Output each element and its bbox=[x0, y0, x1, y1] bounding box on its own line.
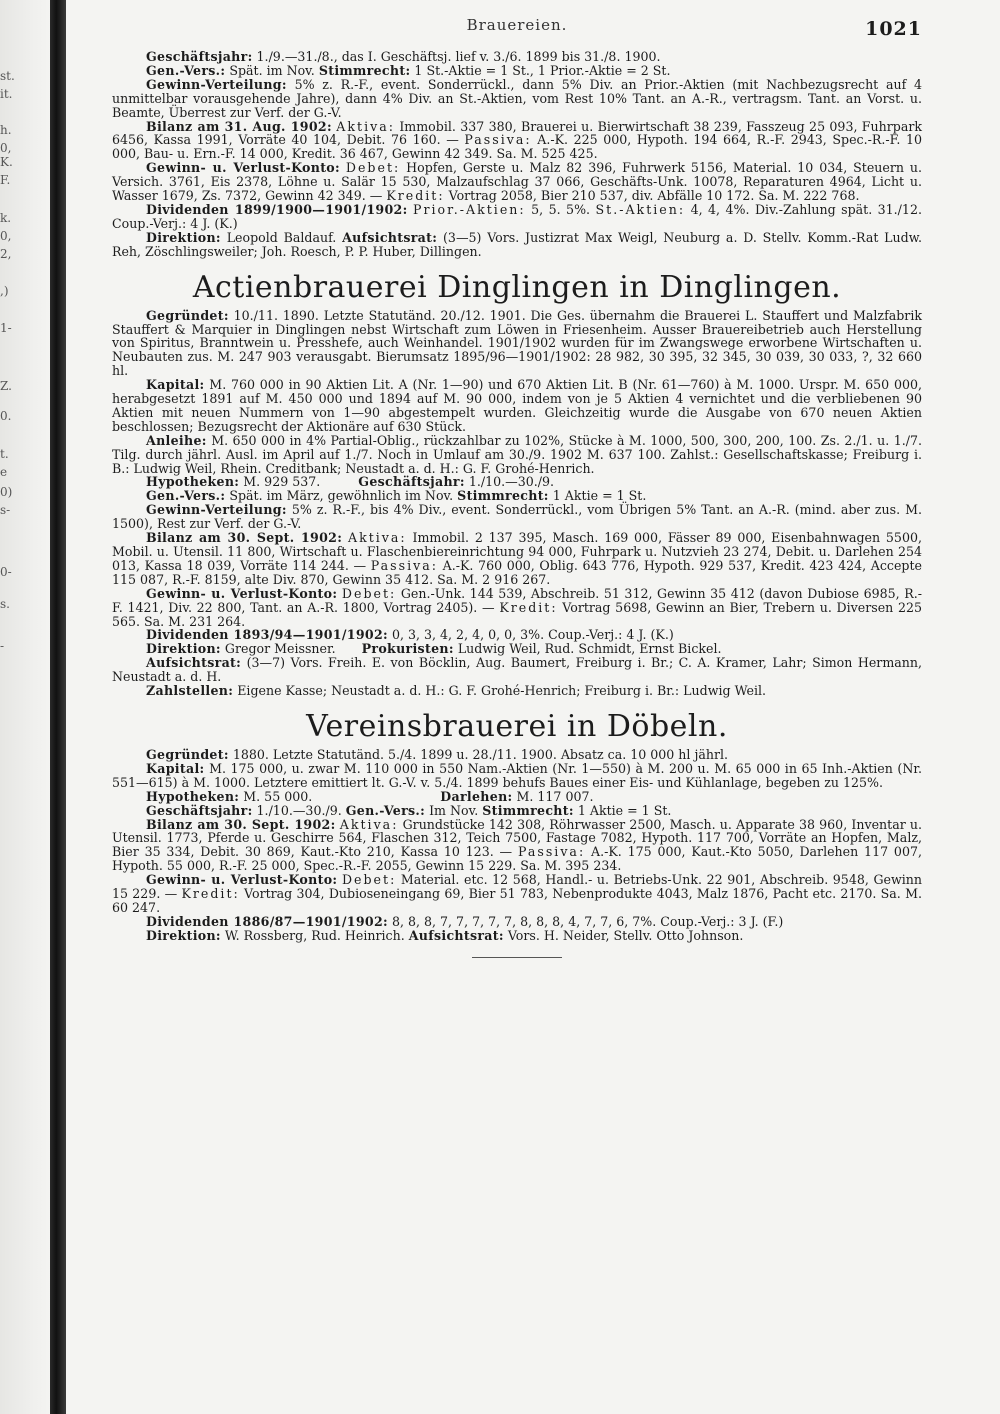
field-label: Geschäftsjahr: bbox=[146, 49, 253, 64]
field-text: W. Rossberg, Rud. Heinrich. bbox=[224, 927, 405, 943]
field-text: Grundstücke 142 308, Röhrwasser 2500, Masch. u. Apparate 38 960, Inventar u. Utensil. 1773, Pferde u. Geschirre 564, Flaschen 312, Teich 7500, Fastage 7082, Hypoth. 117 700, Vorräte an Hopfen, Malz, Bier 35 334, Debit. 30 869, Kaut.-Kto 210, Kassa 10 123. — bbox=[112, 816, 922, 860]
field-text: A.-K. 225 000, Hypoth. 194 664, R.-F. 2943, Spec.-R.-F. 10 000, Bau- u. Ern.-F. 14 000, Kredit. 36 467, Gewinn 42 349. Sa. M. 525 425. bbox=[112, 132, 922, 162]
field-label: Bilanz am 30. Sept. 1902: bbox=[146, 530, 343, 546]
margin-fragment: Z. bbox=[0, 379, 12, 393]
field-text: Vortrag 5698, Gewinn an Bier, Trebern u. Diversen 225 565. Sa. M. 231 264. bbox=[112, 599, 923, 629]
spaced-label: Debet: bbox=[341, 585, 397, 601]
margin-fragment: st. bbox=[0, 69, 15, 83]
field-text: 1./10.—30./9. bbox=[468, 474, 555, 490]
paragraph-gewinn-verteilung bbox=[112, 503, 922, 531]
margin-fragment: it. bbox=[0, 87, 13, 101]
margin-fragment: k. bbox=[0, 211, 12, 225]
field-text: 1 St.-Aktie = 1 St., 1 Prior.-Aktie = 2 St. bbox=[414, 62, 671, 78]
field-text: 1./9.—31./8., das I. Geschäftsj. lief v. 3./6. 1899 bis 31./8. 1900. bbox=[256, 49, 661, 64]
paragraph-dividenden bbox=[112, 628, 922, 642]
field-text: 10./11. 1890. Letzte Statutänd. 20./12. 1901. Die Ges. übernahm die Brauerei L. Stauffert und Malzfabrik Stauffert & Marquier in Dinglingen nebst Wirtschaft zum Löwen in Friesenheim. Ausser Brauereibetrieb auch Herstellung von Spiritus, Branntwein u. Presshefe, auch Weinhandel. 1901/1902 wurden für im Zwangswege erworbene Wirtschaften u. Neubauten zus. M. 247 903 verausgabt. Bierumsatz 1895/96—1901/1902: 28 982, 30 395, 32 345, 30 039, 30 033, ?, 32 660 hl. bbox=[112, 307, 922, 379]
field-text: M. 929 537. bbox=[243, 474, 321, 490]
page-number: 1021 bbox=[865, 18, 922, 40]
field-text: Vortrag 304, Dubioseneingang 69, Bier 51 783, Nebenprodukte 4043, Malz 1876, Pacht etc. 2170. Sa. M. 60 247. bbox=[112, 886, 922, 915]
spaced-label: Passiva: bbox=[370, 557, 439, 573]
paragraph-aufsichtsrat bbox=[112, 656, 922, 684]
field-label: Aufsichtsrat: bbox=[408, 927, 504, 943]
field-label: Stimmrecht: bbox=[482, 802, 574, 818]
margin-fragment: 1- bbox=[0, 321, 12, 335]
entry-previous-company bbox=[112, 50, 922, 259]
field-text: (3—5) Vors. Justizrat Max Weigl, Neuburg a. D. Stellv. Komm.-Rat Ludw. Reh, Zöschlingsweiler; Joh. Roesch, P. P. Huber, Dillingen. bbox=[112, 229, 922, 259]
field-label: Stimmrecht: bbox=[318, 62, 411, 78]
margin-fragment: t. bbox=[0, 447, 9, 461]
paragraph-direktion bbox=[112, 929, 922, 943]
field-text: 5, 5. 5%. bbox=[531, 201, 591, 217]
field-text: Material. etc. 12 568, Handl.- u. Betriebs-Unk. 22 901, Abschreib. 9548, Gewinn 15 229. — bbox=[112, 872, 922, 902]
paragraph-gewinn-verlust bbox=[112, 873, 922, 915]
field-text: 5% z. R.-F., bis 4% Div., event. Sonderrückl., vom Übrigen 5% Tant. an A.-R. (mind. aber zus. M. 1500), Rest zur Verf. der G.-V. bbox=[112, 502, 922, 532]
section-end-rule bbox=[472, 957, 562, 958]
spaced-label: Passiva: bbox=[517, 844, 586, 860]
field-label: Direktion: bbox=[146, 229, 221, 245]
field-label: Geschäftsjahr: bbox=[146, 802, 253, 818]
field-text: Vors. H. Neider, Stellv. Otto Johnson. bbox=[507, 927, 744, 943]
margin-fragment: 0- bbox=[0, 565, 12, 579]
margin-fragment: 0) bbox=[0, 485, 13, 499]
field-label: Hypotheken: bbox=[146, 474, 240, 490]
spaced-label: Kredit: bbox=[386, 188, 445, 204]
field-label: Dividenden 1893/94—1901/1902: bbox=[146, 627, 388, 643]
margin-fragment: ,) bbox=[0, 284, 9, 298]
field-label: Kapital: bbox=[146, 377, 205, 393]
field-text: 4, 4, 4%. Div.-Zahlung spät. 31./12. Coup.-Verj.: 4 J. (K.) bbox=[112, 201, 922, 231]
field-text: Hopfen, Gerste u. Malz 82 396, Fuhrwerk 5156, Material. 10 034, Steuern u. Versich. 3761, Eis 2378, Löhne u. Salär 15 530, Malzaufschlag 37 066, Geschäfts-Unk. 10078, Reparaturen 4964, Licht u. Wasser 1679, Zs. 7372, Gewinn 42 349. — bbox=[112, 160, 922, 204]
paragraph-dividenden bbox=[112, 203, 922, 231]
field-text: M. 117 007. bbox=[516, 788, 594, 804]
field-label: Gen.-Vers.: bbox=[146, 62, 226, 78]
field-text: Immobil. 2 137 395, Masch. 169 000, Fässer 89 000, Eisenbahnwagen 5500, Mobil. u. Utensil. 11 800, Wirtschaft u. Flaschenbiereinrichtung 94 000, Fuhrpark u. Nutzvieh 23 274, Debit. u. Darlehen 254 013, Kassa 18 039, Vorräte 114 244. — bbox=[112, 530, 922, 573]
field-label: Gen.-Vers.: bbox=[345, 802, 426, 818]
field-label: Geschäftsjahr: bbox=[358, 474, 465, 490]
field-text: A.-K. 760 000, Oblig. 643 776, Hypoth. 929 537, Kredit. 423 424, Accepte 115 087, R.-F. 8159, alte Div. 870, Gewinn 35 412. Sa. M. 2 916 267. bbox=[112, 557, 922, 587]
field-text: Gen.-Unk. 144 539, Abschreib. 51 312, Gewinn 35 412 (davon Dubiose 6985, R.-F. 1421, Div. 22 800, Tant. an A.-R. 1800, Vortrag 2405). — bbox=[112, 585, 922, 615]
book-page bbox=[112, 12, 922, 958]
paragraph-gegruendet bbox=[112, 748, 922, 762]
field-label: Gewinn- u. Verlust-Konto: bbox=[146, 160, 340, 176]
field-label: Stimmrecht: bbox=[457, 488, 549, 504]
field-text: 1 Aktie = 1 St. bbox=[577, 802, 672, 818]
paragraph-gewinn-verlust bbox=[112, 161, 922, 203]
field-text: 0, 3, 3, 4, 2, 4, 0, 0, 3%. Coup.-Verj.: 4 J. (K.) bbox=[391, 627, 674, 643]
spaced-label: Aktiva: bbox=[347, 530, 407, 546]
spaced-label: Debet: bbox=[345, 160, 401, 176]
paragraph-direktion bbox=[112, 231, 922, 259]
spaced-label: Debet: bbox=[341, 872, 397, 888]
field-text: Vortrag 2058, Bier 210 537, div. Abfälle 10 172. Sa. M. 222 768. bbox=[448, 188, 860, 204]
field-text: 1 Aktie = 1 St. bbox=[552, 488, 647, 504]
field-label: Kapital: bbox=[146, 760, 205, 776]
margin-fragment: s- bbox=[0, 503, 11, 517]
company-title-doebeln: Vereinsbrauerei in Döbeln. bbox=[306, 708, 728, 744]
field-label: Gewinn- u. Verlust-Konto: bbox=[146, 872, 338, 888]
book-gutter bbox=[50, 0, 66, 1414]
field-label: Direktion: bbox=[146, 927, 221, 943]
field-text: 5% z. R.-F., event. Sonderrückl., dann 5% Div. an Prior.-Aktien (mit Nachbezugsrecht auf 4 unmittelbar vorausgehende Jahre), dann 4% Div. an St.-Aktien, vom Rest 10% Tant. an A.-R., vertragsm. Tant. an Vorst. u. Beamte, Überrest zur Verf. der G.-V. bbox=[112, 76, 922, 120]
paragraph-gegruendet bbox=[112, 309, 922, 379]
field-label: Gegründet: bbox=[146, 746, 229, 762]
company-title-dinglingen: Actienbrauerei Dinglingen in Dinglingen. bbox=[192, 269, 842, 305]
field-text: Ludwig Weil, Rud. Schmidt, Ernst Bickel. bbox=[457, 641, 722, 657]
field-text: Leopold Baldauf. bbox=[226, 229, 337, 245]
spaced-label: Kredit: bbox=[499, 599, 558, 615]
field-text: M. 55 000. bbox=[243, 788, 313, 804]
field-text: (3—7) Vors. Freih. E. von Böcklin, Aug. Baumert, Freiburg i. Br.; C. A. Kramer, Lahr; Simon Hermann, Neustadt a. d. H. bbox=[112, 655, 922, 685]
paragraph-geschaeftsjahr bbox=[112, 50, 922, 64]
field-label: Aufsichtsrat: bbox=[146, 655, 242, 671]
spaced-label: Aktiva: bbox=[339, 816, 399, 832]
entry-dinglingen bbox=[112, 309, 922, 698]
paragraph-kapital bbox=[112, 378, 922, 434]
field-text: M. 175 000, u. zwar M. 110 000 in 550 Nam.-Aktien (Nr. 1—550) à M. 200 u. M. 65 000 in 65 Inh.-Aktien (Nr. 551—615) à M. 1000. Letztere emittiert lt. G.-V. v. 5./4. 1899 behufs Baues einer Eis- und Kühlanlage, begeben zu 125%. bbox=[112, 760, 922, 790]
paragraph-bilanz bbox=[112, 120, 922, 162]
spaced-label: Aktiva: bbox=[336, 118, 395, 134]
paragraph-direktion bbox=[112, 642, 922, 656]
field-label: Bilanz am 30. Sept. 1902: bbox=[146, 816, 336, 832]
paragraph-dividenden bbox=[112, 915, 922, 929]
paragraph-bilanz bbox=[112, 531, 922, 587]
field-label: Direktion: bbox=[146, 641, 221, 657]
field-label: Darlehen: bbox=[440, 788, 513, 804]
field-text: Spät. im März, gewöhnlich im Nov. bbox=[229, 488, 454, 504]
field-label: Gegründet: bbox=[146, 307, 229, 323]
margin-fragment: e bbox=[0, 465, 8, 479]
field-text: M. 760 000 in 90 Aktien Lit. A (Nr. 1—90) und 670 Aktien Lit. B (Nr. 61—760) à M. 1000. Urspr. M. 650 000, herabgesetzt 1891 auf M. 450 000 und 1894 auf M. 90 000, indem von je 5 Aktien 4 vernichtet und die verbliebenen 90 Aktien mit neuen Nummern von 1—90 abgestempelt wurden. Gleichzeitig wurde die Ausgabe von 670 neuen Aktien beschlossen; Bezugsrecht der Aktionäre auf 630 Stück. bbox=[112, 377, 922, 434]
field-label: Anleihe: bbox=[146, 432, 207, 448]
margin-fragment: h. bbox=[0, 123, 12, 137]
field-text: Gregor Meissner. bbox=[224, 641, 336, 657]
paragraph-gen-vers bbox=[112, 64, 922, 78]
field-text: M. 650 000 in 4% Partial-Oblig., rückzahlbar zu 102%, Stücke à M. 1000, 500, 300, 200, 100. Zs. 2./1. u. 1./7. Tilg. durch jährl. Ausl. im April auf 1./7. Noch in Umlauf am 30./9. 1902 M. 637 100. Zahlst.: Gesellschaftskasse; Freiburg i. B.: Ludwig Weil, Rhein. Creditbank; Neustadt a. d. H.: G. F. Grohé-Henrich. bbox=[112, 432, 922, 476]
field-text: 1./10.—30./9. bbox=[256, 802, 342, 818]
field-label: Aufsichtsrat: bbox=[342, 229, 438, 245]
paragraph-zahlstellen bbox=[112, 684, 922, 698]
spaced-label: Passiva: bbox=[464, 132, 532, 148]
paragraph-gewinn-verlust bbox=[112, 587, 922, 629]
field-label: Dividenden 1886/87—1901/1902: bbox=[146, 913, 388, 929]
field-text: 1880. Letzte Statutänd. 5./4. 1899 u. 28./11. 1900. Absatz ca. 10 000 hl jährl. bbox=[232, 746, 729, 762]
field-label: Dividenden 1899/1900—1901/1902: bbox=[146, 201, 408, 217]
field-label: Prokuristen: bbox=[361, 641, 454, 657]
field-label: Zahlstellen: bbox=[146, 683, 234, 699]
field-label: Gewinn-Verteilung: bbox=[146, 76, 287, 92]
margin-fragment: 2, bbox=[0, 247, 12, 261]
margin-fragment: 0, bbox=[0, 229, 12, 243]
paragraph-gewinn-verteilung bbox=[112, 78, 922, 120]
paragraph-kapital bbox=[112, 762, 922, 790]
paragraph-anleihe bbox=[112, 434, 922, 476]
field-label: Hypotheken: bbox=[146, 788, 240, 804]
spaced-label: Prior.-Aktien: bbox=[413, 201, 526, 217]
margin-fragment: F. bbox=[0, 173, 11, 187]
field-text: Im Nov. bbox=[429, 802, 479, 818]
paragraph-hypotheken bbox=[112, 475, 922, 489]
field-label: Gewinn- u. Verlust-Konto: bbox=[146, 585, 338, 601]
field-text: Immobil. 337 380, Brauerei u. Bierwirtschaft 38 239, Fasszeug 25 093, Fuhrpark 6456, Kassa 1991, Vorräte 40 104, Debit. 76 160. — bbox=[112, 118, 922, 148]
spaced-label: St.-Aktien: bbox=[595, 201, 686, 217]
running-title: Brauereien. bbox=[466, 16, 568, 34]
field-text: Eigene Kasse; Neustadt a. d. H.: G. F. Grohé-Henrich; Freiburg i. Br.: Ludwig Weil. bbox=[237, 683, 767, 699]
margin-fragment: s. bbox=[0, 597, 10, 611]
margin-fragment: 0, bbox=[0, 141, 12, 155]
margin-fragment: K. bbox=[0, 155, 13, 169]
paragraph-hypotheken bbox=[112, 790, 922, 804]
entry-doebeln bbox=[112, 748, 922, 943]
field-label: Bilanz am 31. Aug. 1902: bbox=[146, 118, 332, 134]
running-head bbox=[112, 12, 922, 42]
margin-fragment: - bbox=[0, 639, 5, 653]
field-text: 8, 8, 8, 7, 7, 7, 7, 7, 8, 8, 8, 4, 7, 7, 6, 7%. Coup.-Verj.: 3 J. (F.) bbox=[391, 913, 784, 929]
field-text: A.-K. 175 000, Kaut.-Kto 5050, Darlehen 117 007, Hypoth. 55 000, R.-F. 25 000, Spec.-R.-F. 2055, Gewinn 15 229. Sa. M. 395 234. bbox=[112, 844, 922, 874]
margin-fragment: 0. bbox=[0, 409, 12, 423]
paragraph-bilanz bbox=[112, 818, 922, 874]
paragraph-geschaeftsjahr bbox=[112, 804, 922, 818]
spaced-label: Kredit: bbox=[181, 886, 240, 902]
field-label: Gewinn-Verteilung: bbox=[146, 502, 287, 518]
field-text: Spät. im Nov. bbox=[229, 62, 315, 78]
field-label: Gen.-Vers.: bbox=[146, 488, 226, 504]
